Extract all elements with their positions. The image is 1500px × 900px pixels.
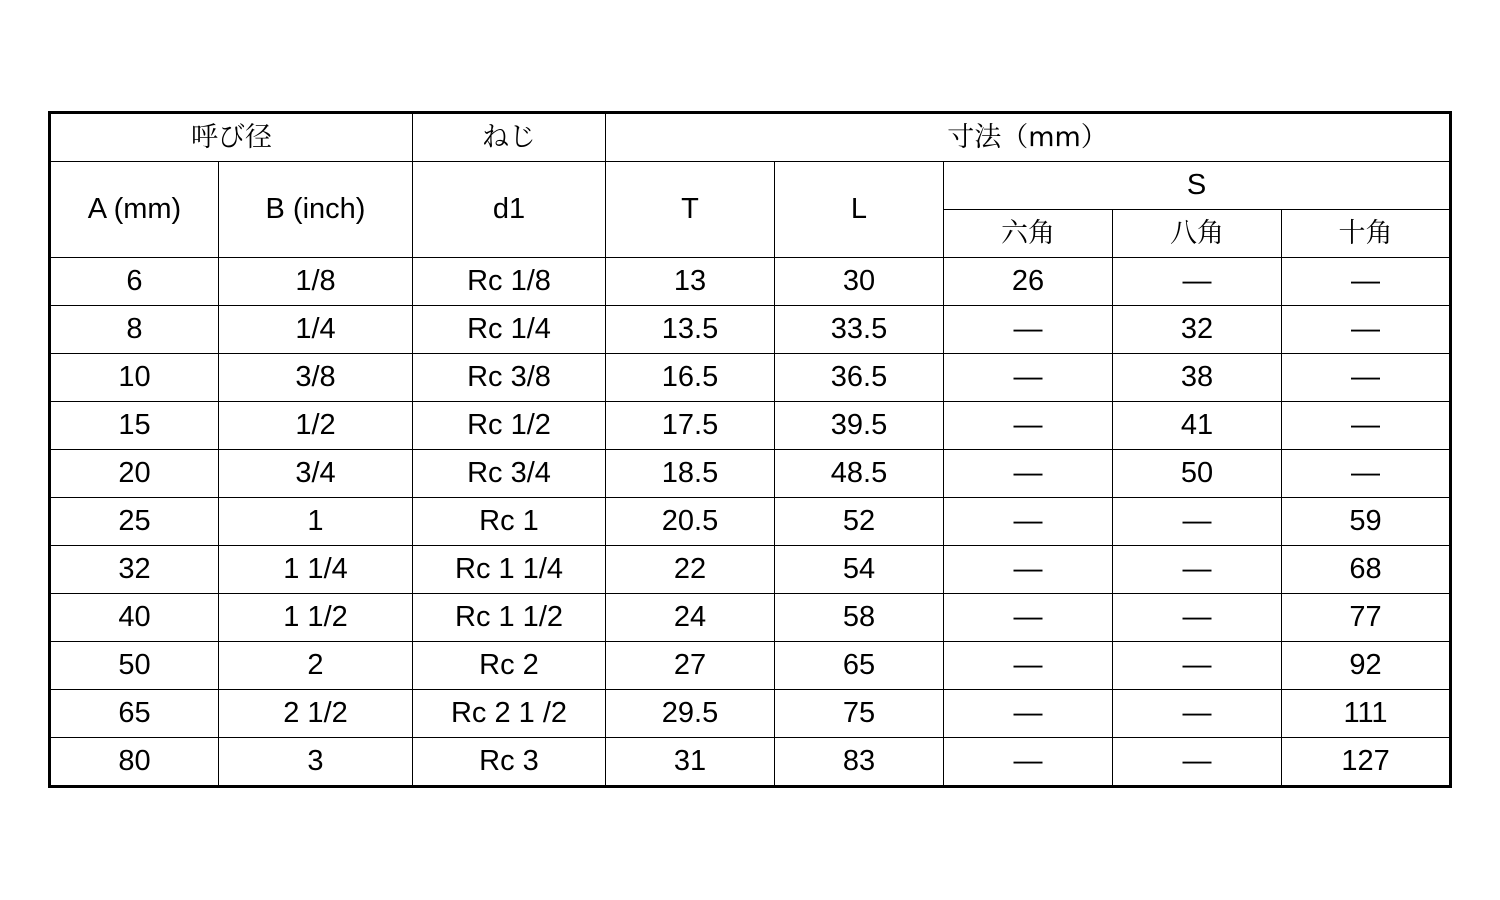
cell-b-inch: 1/8 (219, 258, 413, 306)
cell-d1: Rc 1 1/4 (413, 546, 606, 594)
cell-s-oct: — (1113, 642, 1282, 690)
cell-t: 13.5 (606, 306, 775, 354)
cell-s-hex: — (944, 546, 1113, 594)
cell-s-dec: — (1282, 306, 1451, 354)
cell-s-oct: — (1113, 498, 1282, 546)
cell-b-inch: 1 1/4 (219, 546, 413, 594)
table-row (50, 306, 1451, 354)
cell-a-mm: 15 (50, 402, 219, 450)
cell-l: 33.5 (775, 306, 944, 354)
header-row-groups (50, 113, 1451, 162)
table-row (50, 354, 1451, 402)
cell-b-inch: 2 (219, 642, 413, 690)
cell-s-oct: — (1113, 546, 1282, 594)
table-row (50, 594, 1451, 642)
table-row (50, 402, 1451, 450)
cell-s-hex: — (944, 690, 1113, 738)
cell-s-dec: 59 (1282, 498, 1451, 546)
cell-s-hex: — (944, 642, 1113, 690)
cell-d1: Rc 2 1 /2 (413, 690, 606, 738)
cell-d1: Rc 1/2 (413, 402, 606, 450)
cell-t: 31 (606, 738, 775, 787)
cell-a-mm: 65 (50, 690, 219, 738)
cell-s-hex: — (944, 498, 1113, 546)
table-row (50, 258, 1451, 306)
cell-l: 39.5 (775, 402, 944, 450)
cell-a-mm: 8 (50, 306, 219, 354)
cell-d1: Rc 3/4 (413, 450, 606, 498)
cell-l: 30 (775, 258, 944, 306)
header-thread: ねじ (413, 113, 606, 162)
cell-s-dec: 127 (1282, 738, 1451, 787)
cell-b-inch: 3/4 (219, 450, 413, 498)
cell-a-mm: 20 (50, 450, 219, 498)
cell-d1: Rc 1 (413, 498, 606, 546)
cell-s-dec: 68 (1282, 546, 1451, 594)
header-t: T (606, 162, 775, 258)
header-s-hex: 六角 (944, 210, 1113, 258)
cell-t: 27 (606, 642, 775, 690)
table-body (50, 258, 1451, 787)
cell-s-hex: — (944, 450, 1113, 498)
table-row (50, 498, 1451, 546)
cell-s-hex: — (944, 402, 1113, 450)
table-row (50, 738, 1451, 787)
cell-d1: Rc 3/8 (413, 354, 606, 402)
cell-s-oct: — (1113, 738, 1282, 787)
cell-s-dec: 111 (1282, 690, 1451, 738)
cell-b-inch: 3/8 (219, 354, 413, 402)
cell-t: 17.5 (606, 402, 775, 450)
header-b-inch: B (inch) (219, 162, 413, 258)
cell-s-hex: — (944, 354, 1113, 402)
cell-t: 20.5 (606, 498, 775, 546)
cell-t: 16.5 (606, 354, 775, 402)
cell-s-oct: 41 (1113, 402, 1282, 450)
cell-a-mm: 25 (50, 498, 219, 546)
cell-a-mm: 80 (50, 738, 219, 787)
cell-s-dec: — (1282, 450, 1451, 498)
table-row (50, 642, 1451, 690)
cell-b-inch: 3 (219, 738, 413, 787)
cell-a-mm: 40 (50, 594, 219, 642)
cell-d1: Rc 3 (413, 738, 606, 787)
cell-d1: Rc 2 (413, 642, 606, 690)
header-s: S (944, 162, 1451, 210)
header-nominal-size: 呼び径 (50, 113, 413, 162)
cell-s-oct: — (1113, 258, 1282, 306)
cell-l: 52 (775, 498, 944, 546)
table-row (50, 546, 1451, 594)
header-s-oct: 八角 (1113, 210, 1282, 258)
cell-s-hex: 26 (944, 258, 1113, 306)
cell-a-mm: 10 (50, 354, 219, 402)
dimensions-table (48, 111, 1452, 788)
cell-t: 22 (606, 546, 775, 594)
cell-b-inch: 1 (219, 498, 413, 546)
cell-t: 18.5 (606, 450, 775, 498)
cell-l: 36.5 (775, 354, 944, 402)
cell-s-dec: 92 (1282, 642, 1451, 690)
cell-b-inch: 2 1/2 (219, 690, 413, 738)
header-row-columns (50, 162, 1451, 210)
cell-s-hex: — (944, 594, 1113, 642)
cell-s-oct: — (1113, 690, 1282, 738)
cell-b-inch: 1/4 (219, 306, 413, 354)
cell-l: 75 (775, 690, 944, 738)
header-d1: d1 (413, 162, 606, 258)
cell-t: 24 (606, 594, 775, 642)
header-s-dec: 十角 (1282, 210, 1451, 258)
cell-s-oct: 38 (1113, 354, 1282, 402)
header-a-mm: A (mm) (50, 162, 219, 258)
cell-b-inch: 1 1/2 (219, 594, 413, 642)
cell-s-oct: — (1113, 594, 1282, 642)
cell-d1: Rc 1/8 (413, 258, 606, 306)
cell-d1: Rc 1/4 (413, 306, 606, 354)
cell-s-dec: — (1282, 354, 1451, 402)
header-l: L (775, 162, 944, 258)
table-row (50, 690, 1451, 738)
cell-s-dec: — (1282, 402, 1451, 450)
cell-t: 13 (606, 258, 775, 306)
cell-s-dec: — (1282, 258, 1451, 306)
cell-a-mm: 6 (50, 258, 219, 306)
cell-s-hex: — (944, 738, 1113, 787)
cell-a-mm: 50 (50, 642, 219, 690)
cell-l: 48.5 (775, 450, 944, 498)
cell-a-mm: 32 (50, 546, 219, 594)
cell-s-oct: 32 (1113, 306, 1282, 354)
cell-s-oct: 50 (1113, 450, 1282, 498)
cell-l: 54 (775, 546, 944, 594)
cell-s-dec: 77 (1282, 594, 1451, 642)
cell-t: 29.5 (606, 690, 775, 738)
cell-b-inch: 1/2 (219, 402, 413, 450)
header-dimensions: 寸法（mm） (606, 113, 1451, 162)
cell-l: 58 (775, 594, 944, 642)
cell-l: 65 (775, 642, 944, 690)
cell-s-hex: — (944, 306, 1113, 354)
table-row (50, 450, 1451, 498)
cell-l: 83 (775, 738, 944, 787)
cell-d1: Rc 1 1/2 (413, 594, 606, 642)
